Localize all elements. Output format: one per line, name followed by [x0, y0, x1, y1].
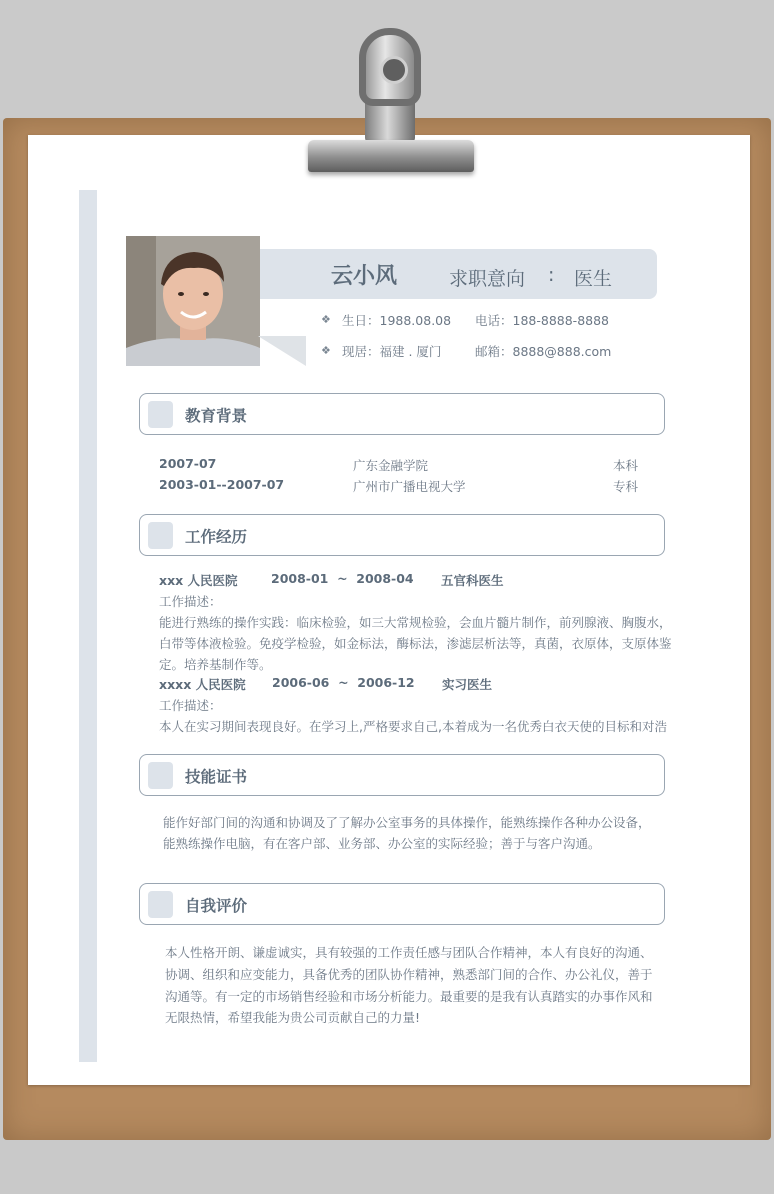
edu-school: 广州市广播电视大学: [353, 479, 466, 494]
job-intent-value: 医生: [574, 268, 613, 290]
profile-photo: [126, 236, 260, 366]
residence-info: 现居：福建 . 厦门: [342, 344, 442, 359]
section-title: 自我评价: [185, 897, 248, 915]
skills-line: 能熟练操作电脑，有在客户部、业务部、办公室的实际经验；善于与客户沟通。: [163, 836, 601, 851]
edu-date: 2003-01--2007-07: [159, 477, 285, 492]
work-period: 2006-06 ~ 2006-12: [272, 675, 415, 690]
section-marker: [148, 401, 173, 428]
diamond-bullet-icon: ❖: [321, 313, 331, 326]
left-decor-bar: [79, 190, 97, 1062]
job-intent-label: 求职意向: [449, 268, 526, 290]
section-title: 工作经历: [185, 528, 248, 546]
section-title: 教育背景: [185, 407, 248, 425]
self-line: 协调、组织和应变能力，具备优秀的团队协作精神，熟悉部门间的合作、办公礼仪，善于: [165, 967, 653, 982]
candidate-name: 云小风: [331, 264, 398, 289]
edu-date: 2007-07: [159, 456, 217, 471]
phone-info: 电话：188-8888-8888: [475, 313, 610, 328]
self-line: 沟通等。有一定的市场销售经验和市场分析能力。最重要的是我有认真踏实的办事作风和: [165, 989, 653, 1004]
birth-info: 生日：1988.08.08: [342, 313, 452, 328]
skills-line: 能作好部门间的沟通和协调及了了解办公室事务的具体操作，能熟练操作各种办公设备，: [163, 815, 651, 830]
work-desc-label: 工作描述：: [159, 698, 222, 713]
work-period: 2008-01 ~ 2008-04: [271, 571, 414, 586]
work-desc-line: 能进行熟练的操作实践：临床检验，如三大常规检验，会血片髓片制作，前列腺液、胸腹水，: [159, 615, 672, 630]
photo-fold-shadow: [258, 336, 306, 366]
work-desc-label: 工作描述：: [159, 594, 222, 609]
diamond-bullet-icon: ❖: [321, 344, 331, 357]
clip-hole: [380, 56, 408, 84]
work-desc-line: 定。培养基制作等。: [159, 657, 272, 672]
work-desc-line: 本人在实习期间表现良好。在学习上,严格要求自己,本着成为一名优秀白衣天使的目标和对浩: [159, 719, 667, 734]
work-role: 实习医生: [442, 677, 493, 692]
self-line: 本人性格开朗、谦虚诚实，具有较强的工作责任感与团队合作精神，本人有良好的沟通、: [165, 945, 653, 960]
self-line: 无限热情，希望我能为贵公司贡献自己的力量!: [165, 1010, 421, 1025]
section-marker: [148, 762, 173, 789]
section-marker: [148, 522, 173, 549]
binder-clip: [308, 140, 474, 172]
section-work: [139, 514, 665, 556]
work-desc-line: 白带等体液检验。免疫学检验，如金标法，酶标法，渗滤层析法等，真菌，衣原体，支原体鉴: [159, 636, 672, 651]
work-role: 五官科医生: [441, 573, 504, 588]
section-marker: [148, 891, 173, 918]
edu-degree: 专科: [613, 479, 639, 494]
email-info: 邮箱：8888@888.com: [475, 344, 612, 359]
job-intent-separator: :: [548, 264, 555, 286]
section-title: 技能证书: [185, 768, 248, 786]
edu-school: 广东金融学院: [353, 458, 429, 473]
section-skills: [139, 754, 665, 796]
work-company: xxx 人民医院: [159, 573, 238, 588]
work-company: xxxx 人民医院: [159, 677, 246, 692]
section-education: [139, 393, 665, 435]
section-self-evaluation: [139, 883, 665, 925]
edu-degree: 本科: [613, 458, 639, 473]
